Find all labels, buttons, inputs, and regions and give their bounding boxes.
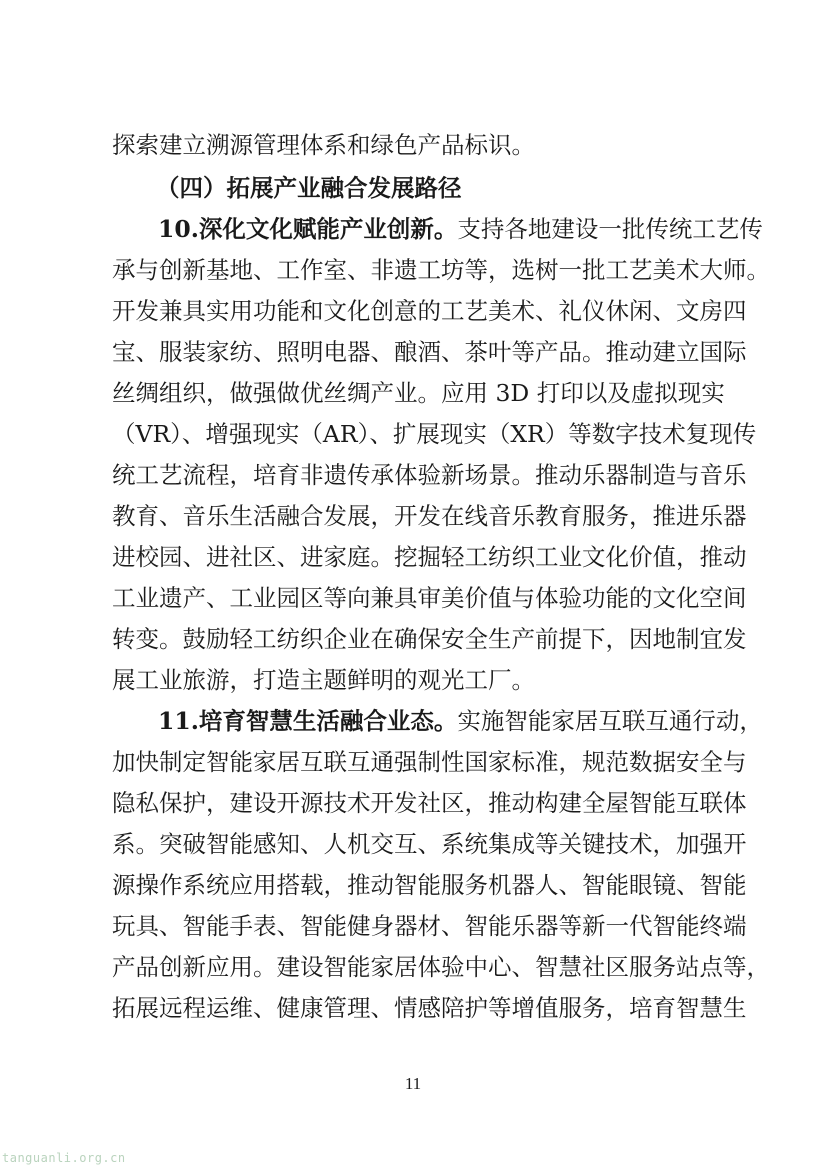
paragraph-line: 加快制定智能家居互联互通强制性国家标准，规范数据安全与: [112, 748, 747, 776]
paragraph-line: 丝绸组织，做强做优丝绸产业。应用 3D 打印以及虚拟现实: [112, 379, 725, 407]
paragraph-line: 进校园、进社区、进家庭。挖掘轻工纺织工业文化价值，推动: [112, 543, 747, 571]
paragraph-line: 转变。鼓励轻工纺织企业在确保安全生产前提下，因地制宜发: [112, 625, 747, 653]
item-11-lead: 11.培育智慧生活融合业态。: [158, 707, 458, 735]
paragraph-line: 玩具、智能手表、智能健身器材、智能乐器等新一代智能终端: [112, 912, 747, 940]
paragraph-line: 教育、音乐生活融合发展，开发在线音乐教育服务，推进乐器: [112, 502, 747, 530]
paragraph-line: 承与创新基地、工作室、非遗工坊等，选树一批工艺美术大师。: [112, 256, 770, 284]
paragraph-line: 源操作系统应用搭载，推动智能服务机器人、智能眼镜、智能: [112, 871, 747, 899]
item-11-first-line: [158, 701, 763, 741]
page-number: 11: [404, 1074, 422, 1093]
paragraph-line: 展工业旅游，打造主题鲜明的观光工厂。: [112, 666, 535, 694]
paragraph-line: 拓展远程运维、健康管理、情感陪护等增值服务，培育智慧生: [112, 994, 747, 1022]
paragraph-line: （VR）、增强现实（AR）、扩展现实（XR）等数字技术复现传: [112, 420, 757, 448]
paragraph-line: 隐私保护，建设开源技术开发社区，推动构建全屋智能互联体: [112, 789, 747, 817]
paragraph-line: 宝、服装家纺、照明电器、酿酒、茶叶等产品。推动建立国际: [112, 338, 747, 366]
paragraph-line: 工业遗产、工业园区等向兼具审美价值与体验功能的文化空间: [112, 584, 747, 612]
paragraph-text: 实施智能家居互联互通行动，: [457, 707, 763, 735]
watermark: tanguanli.org.cn: [2, 1151, 126, 1165]
paragraph-text: 支持各地建设一批传统工艺传: [457, 215, 763, 243]
paragraph-line: 探索建立溯源管理体系和绿色产品标识。: [112, 131, 535, 159]
paragraph-line: 开发兼具实用功能和文化创意的工艺美术、礼仪休闲、文房四: [112, 297, 747, 325]
paragraph-line: 统工艺流程，培育非遗传承体验新场景。推动乐器制造与音乐: [112, 461, 747, 489]
paragraph-line: 产品创新应用。建设智能家居体验中心、智慧社区服务站点等，: [112, 953, 770, 981]
paragraph-line: 系。突破智能感知、人机交互、系统集成等关键技术，加强开: [112, 830, 747, 858]
section-heading: （四）拓展产业融合发展路径: [156, 174, 462, 202]
item-10-lead: 10.深化文化赋能产业创新。: [158, 215, 458, 243]
item-10-first-line: [158, 209, 763, 249]
